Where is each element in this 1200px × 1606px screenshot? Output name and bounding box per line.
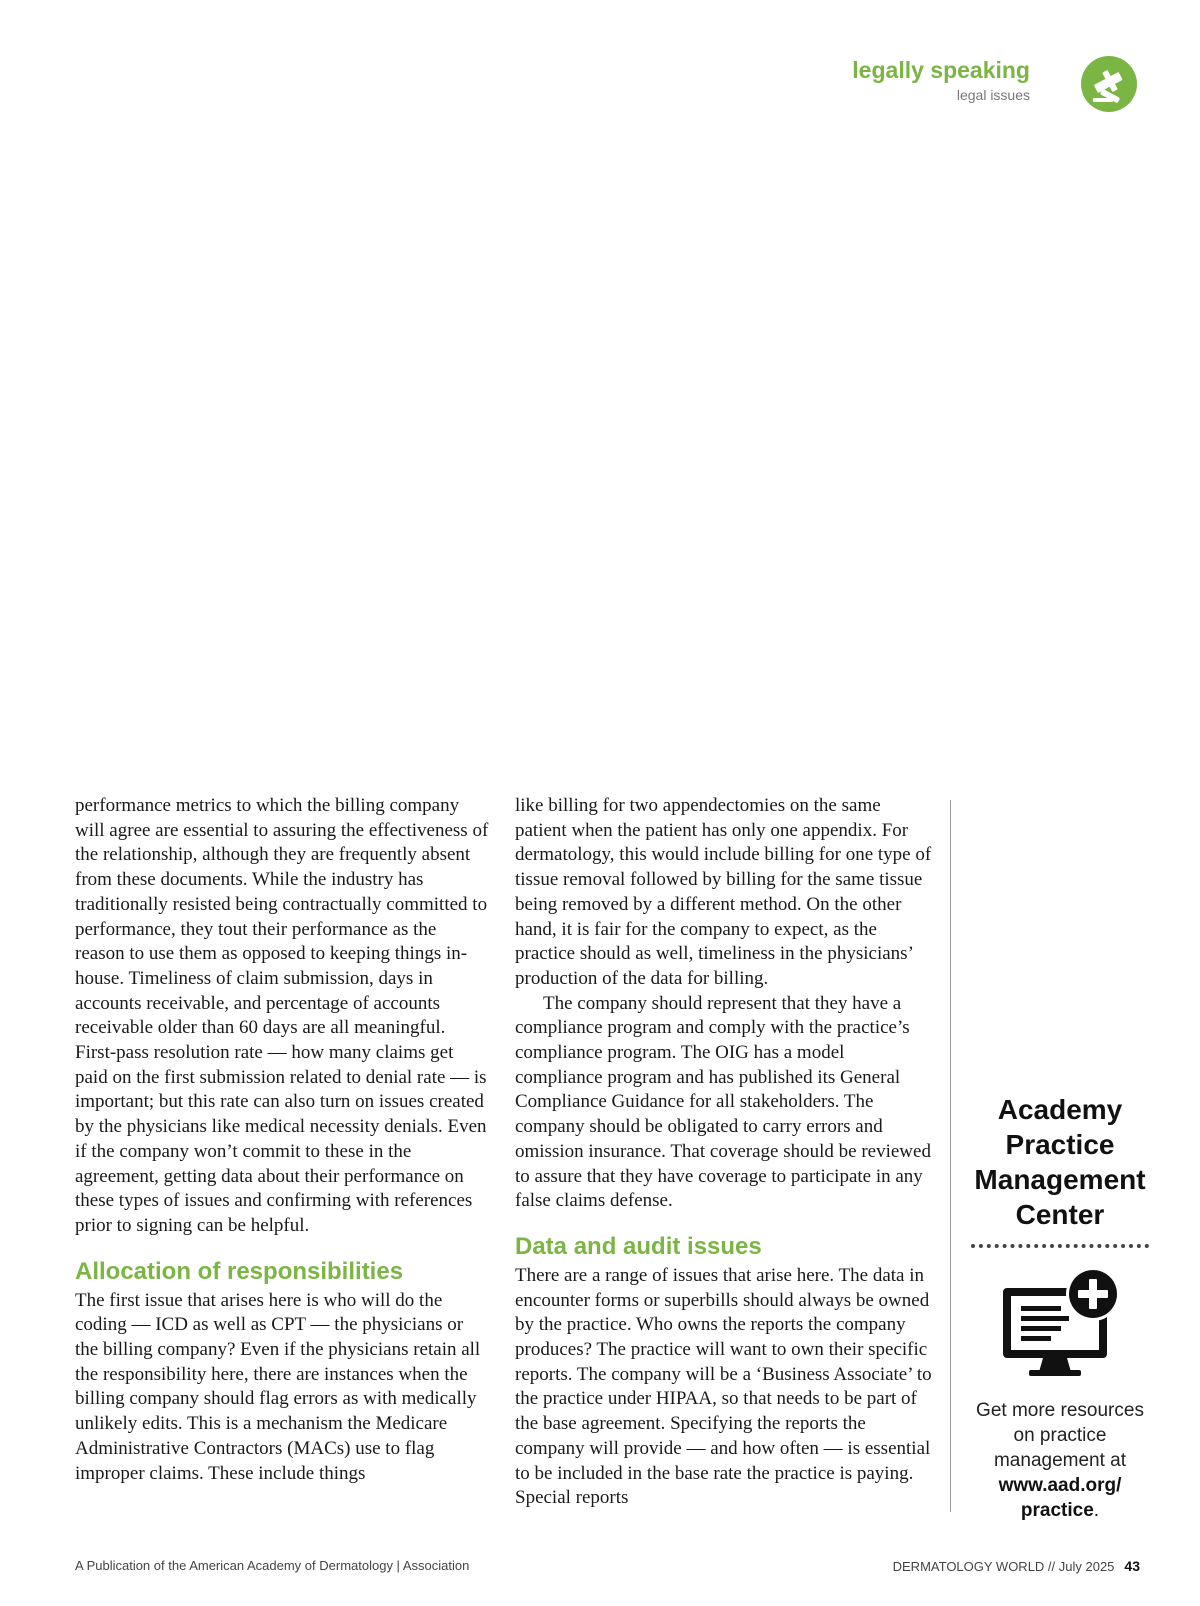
sidebar-text-line: management at [993,1450,1127,1471]
article-paragraph: There are a range of issues that arise here. The data in encounter forms or superbills should always be owned by the practice. Who owns the reports the company produces? The practice will want to own their specific reports. The company will be a ‘Business Associate’ to the practice under HIPAA, so that needs to be part of the base agreement. Specifying the reports the company will provide — and how often — is essential to be included in the base rate the practice is paying. Special reports [515,1264,932,1509]
section-subtitle: legal issues [956,87,1030,104]
practice-link[interactable] [965,1473,1155,1523]
link-line[interactable]: www.aad.org/ [998,1475,1122,1496]
gavel-icon [1081,56,1137,112]
section-header [852,58,1030,103]
link-line[interactable]: practice [1020,1500,1094,1521]
sidebar-text-line: Get more resources [976,1400,1144,1421]
column-divider [950,800,951,1512]
sidebar-title-line: Management [974,1164,1146,1195]
practice-center-sidebar [965,1092,1155,1523]
sidebar-title-line: Practice [1005,1129,1115,1160]
article-paragraph: The company should represent that they have a compliance program and comply with the practice’s compliance program. The OIG has a model compliance program and has published its General Compliance Guidance for all stakeholders. The company should be obligated to carry errors and omission insurance. That coverage should be reviewed to assure that they have coverage to participate in any false claims defense. [515,992,931,1212]
dotted-divider [971,1244,1149,1248]
sidebar-text-line: on practice [1013,1425,1107,1446]
section-title: legally speaking [852,57,1030,83]
sidebar-title-line: Center [1015,1199,1105,1230]
sidebar-text [965,1398,1155,1473]
sidebar-title [965,1092,1155,1232]
heading-allocation: Allocation of responsibilities [75,1257,404,1285]
article-paragraph: performance metrics to which the billing company will agree are essential to assuring the effectiveness of the relationship, although they are frequently absent from these documents. While the industry has traditionally resisted being contractually committed to performance, they tout their performance as the reason to use them as opposed to keeping things in-house. Timeliness of claim submission, days in accounts receivable, and percentage of accounts receivable older than 60 days are all meaningful. First-pass resolution rate — how many claims get paid on the first submission related to denial rate — is important; but this rate can also turn on issues created by the physicians like medical necessity denials. Even if the company won’t commit to these in the agreement, getting data about their performance on these types of issues and confirming with references prior to signing can be helpful. [75,795,489,1236]
article-column-1 [75,794,490,1486]
heading-data-audit: Data and audit issues [515,1232,762,1260]
footer-publication: A Publication of the American Academy of Dermatology | Association [75,1558,470,1573]
sidebar-title-line: Academy [997,1094,1123,1125]
page-number: 43 [1124,1558,1140,1574]
article-paragraph: The first issue that arises here is who will do the coding — ICD as well as CPT — the physicians or the billing company? Even if the physicians retain all the responsibility here, there are instances when the billing company should flag errors as with medically unlikely edits. This is a mechanism the Medicare Administrative Contractors (MACs) use to flag improper claims. These include things [75,1289,481,1484]
link-punctuation: . [1093,1500,1100,1521]
article-paragraph: like billing for two appendectomies on the same patient when the patient has only one appendix. For dermatology, this would include billing for one type of tissue removal followed by billing for the same tissue being removed by a different method. On the other hand, it is fair for the company to expect, as the practice should as well, timeliness in the physicians’ production of the data for billing. [515,795,932,989]
article-column-2 [515,794,935,1511]
footer-issue-text: DERMATOLOGY WORLD // July 2025 [892,1559,1115,1574]
computer-plus-icon [995,1266,1125,1384]
footer-issue [893,1558,1140,1574]
